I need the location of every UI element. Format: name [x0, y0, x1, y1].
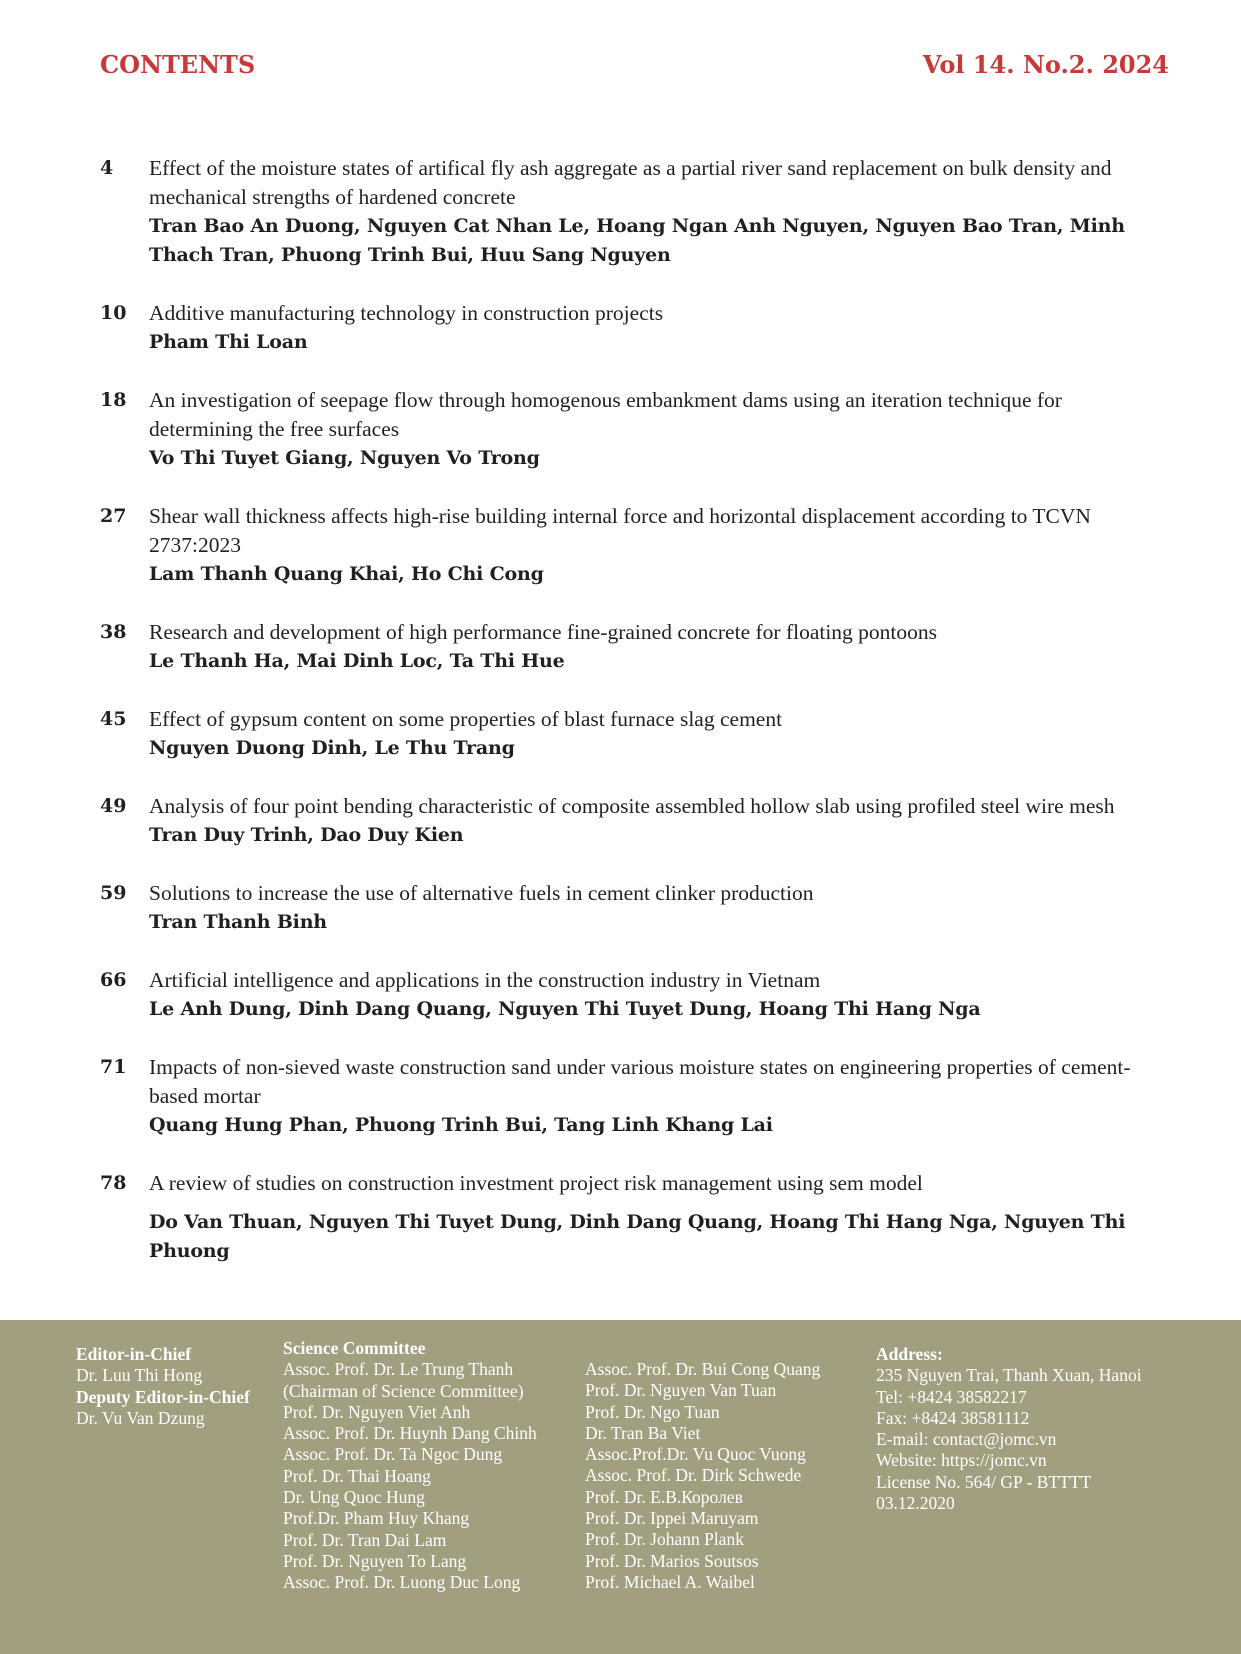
committee-member: Prof. Dr. Nguyen Van Tuan	[585, 1380, 777, 1401]
article-title: Shear wall thickness affects high-rise building internal force and horizontal displacement according to TCVN 2737:2023	[149, 504, 1091, 557]
toc-page-number: 59	[100, 882, 127, 904]
toc-entry	[100, 1053, 1170, 1140]
deputy-editor-name: Dr. Vu Van Dzung	[76, 1407, 205, 1428]
toc-entry-body	[149, 1053, 1170, 1140]
article-authors: Tran Duy Trinh, Dao Duy Kien	[149, 824, 464, 846]
toc-entry-body	[149, 705, 1170, 763]
committee-member: (Chairman of Science Committee)	[283, 1380, 524, 1401]
address-line: Tel: +8424 38582217	[876, 1386, 1027, 1407]
toc-entry-body	[149, 502, 1170, 589]
article-title: Effect of the moisture states of artifical fly ash aggregate as a partial river sand replacement on bulk density and mechanical strengths of hardened concrete	[149, 156, 1112, 209]
committee-member: Assoc. Prof. Dr. Ta Ngoc Dung	[283, 1444, 503, 1465]
address-label: Address:	[876, 1344, 943, 1364]
article-authors: Do Van Thuan, Nguyen Thi Tuyet Dung, Dinh Dang Quang, Hoang Thi Hang Nga, Nguyen Thi Phuong	[149, 1211, 1126, 1262]
committee-member: Prof. Dr. Ngo Tuan	[585, 1401, 720, 1422]
article-title: An investigation of seepage flow through homogenous embankment dams using an iteration technique for determining the free surfaces	[149, 388, 1062, 441]
toc-entry	[100, 154, 1170, 270]
committee-member: Dr. Tran Ba Viet	[585, 1422, 701, 1443]
article-authors: Le Thanh Ha, Mai Dinh Loc, Ta Thi Hue	[149, 650, 565, 672]
committee-member: Prof.Dr. Pham Huy Khang	[283, 1508, 470, 1529]
article-title: Additive manufacturing technology in construction projects	[149, 301, 664, 325]
committee-member: Assoc. Prof. Dr. Huynh Dang Chinh	[283, 1423, 537, 1444]
toc-entry-body	[149, 154, 1170, 270]
table-of-contents	[100, 154, 1170, 1295]
article-title: Impacts of non-sieved waste construction sand under various moisture states on engineering properties of cement-based mortar	[149, 1055, 1131, 1108]
toc-page-number: 4	[100, 157, 114, 179]
toc-page-number: 18	[100, 389, 127, 411]
committee-column-2	[585, 1359, 820, 1593]
toc-page-number: 71	[100, 1056, 127, 1078]
masthead-footer	[0, 1320, 1241, 1654]
toc-entry	[100, 618, 1170, 676]
committee-member: Assoc. Prof. Dr. Bui Cong Quang	[585, 1359, 821, 1379]
article-authors: Tran Bao An Duong, Nguyen Cat Nhan Le, Hoang Ngan Anh Nguyen, Nguyen Bao Tran, Minh Thach Tran, Phuong Trinh Bui, Huu Sang Nguyen	[149, 215, 1125, 266]
committee-member: Assoc. Prof. Dr. Dirk Schwede	[585, 1465, 802, 1486]
contents-heading: CONTENTS	[100, 50, 256, 79]
article-title: A review of studies on construction investment project risk management using sem model	[149, 1171, 923, 1195]
committee-column-1	[283, 1338, 537, 1594]
committee-member: Prof. Michael A. Waibel	[585, 1571, 755, 1592]
article-authors: Le Anh Dung, Dinh Dang Quang, Nguyen Thi Tuyet Dung, Hoang Thi Hang Nga	[149, 998, 981, 1020]
article-authors: Pham Thi Loan	[149, 331, 308, 353]
article-title: Artificial intelligence and applications in the construction industry in Vietnam	[149, 968, 821, 992]
committee-member: Prof. Dr. Johann Plank	[585, 1529, 744, 1550]
toc-entry	[100, 879, 1170, 937]
toc-entry-body	[149, 879, 1170, 937]
toc-page-number: 49	[100, 795, 127, 817]
article-title: Analysis of four point bending characteristic of composite assembled hollow slab using profiled steel wire mesh	[149, 794, 1115, 818]
toc-entry-body	[149, 1169, 1170, 1266]
toc-page-number: 45	[100, 708, 127, 730]
toc-entry-body	[149, 386, 1170, 473]
editors-column	[76, 1344, 250, 1429]
committee-member: Dr. Ung Quoc Hung	[283, 1487, 425, 1508]
toc-entry-body	[149, 792, 1170, 850]
committee-label: Science Committee	[283, 1338, 426, 1358]
toc-page-number: 38	[100, 621, 127, 643]
volume-label: Vol 14. No.2. 2024	[922, 50, 1169, 79]
toc-entry	[100, 299, 1170, 357]
committee-member: Prof. Dr. Tran Dai Lam	[283, 1529, 447, 1550]
committee-member: Prof. Dr. E.В.Королев	[585, 1486, 743, 1507]
committee-member: Assoc. Prof. Dr. Luong Duc Long	[283, 1572, 521, 1593]
toc-entry-body	[149, 299, 1170, 357]
committee-member: Prof. Dr. Marios Soutsos	[585, 1550, 759, 1571]
article-authors: Vo Thi Tuyet Giang, Nguyen Vo Trong	[149, 447, 540, 469]
article-authors: Lam Thanh Quang Khai, Ho Chi Cong	[149, 563, 544, 585]
toc-page-number: 78	[100, 1172, 127, 1194]
committee-member: Assoc.Prof.Dr. Vu Quoc Vuong	[585, 1444, 806, 1465]
toc-entry	[100, 502, 1170, 589]
deputy-editor-label: Deputy Editor-in-Chief	[76, 1386, 250, 1407]
page-header	[100, 50, 1169, 79]
article-authors: Tran Thanh Binh	[149, 911, 327, 933]
article-title: Effect of gypsum content on some properties of blast furnace slag cement	[149, 707, 783, 731]
toc-page-number: 66	[100, 969, 127, 991]
toc-entry	[100, 705, 1170, 763]
toc-page-number: 10	[100, 302, 127, 324]
committee-member: Assoc. Prof. Dr. Le Trung Thanh	[283, 1359, 514, 1380]
committee-member: Prof. Dr. Ippei Maruyam	[585, 1508, 759, 1529]
address-line: License No. 564/ GP - BTTTT	[876, 1471, 1092, 1492]
committee-member: Prof. Dr. Nguyen Viet Anh	[283, 1401, 471, 1422]
toc-page-number: 27	[100, 505, 127, 527]
toc-entry	[100, 792, 1170, 850]
address-line: Fax: +8424 38581112	[876, 1407, 1030, 1428]
toc-entry	[100, 966, 1170, 1024]
editor-label: Editor-in-Chief	[76, 1344, 192, 1364]
address-line: 03.12.2020	[876, 1493, 955, 1514]
address-line: E-mail: contact@jomc.vn	[876, 1429, 1057, 1450]
article-authors: Quang Hung Phan, Phuong Trinh Bui, Tang Linh Khang Lai	[149, 1114, 773, 1136]
article-title: Solutions to increase the use of alternative fuels in cement clinker production	[149, 881, 814, 905]
toc-entry-body	[149, 618, 1170, 676]
address-line: 235 Nguyen Trai, Thanh Xuan, Hanoi	[876, 1365, 1142, 1386]
editor-name: Dr. Luu Thi Hong	[76, 1365, 203, 1386]
toc-entry-body	[149, 966, 1170, 1024]
committee-member: Prof. Dr. Thai Hoang	[283, 1465, 431, 1486]
toc-entry	[100, 1169, 1170, 1266]
address-line: Website: https://jomc.vn	[876, 1450, 1047, 1471]
article-authors: Nguyen Duong Dinh, Le Thu Trang	[149, 737, 515, 759]
article-title: Research and development of high performance fine-grained concrete for floating pontoons	[149, 620, 938, 644]
toc-entry	[100, 386, 1170, 473]
committee-member: Prof. Dr. Nguyen To Lang	[283, 1550, 467, 1571]
address-column	[876, 1344, 1142, 1514]
